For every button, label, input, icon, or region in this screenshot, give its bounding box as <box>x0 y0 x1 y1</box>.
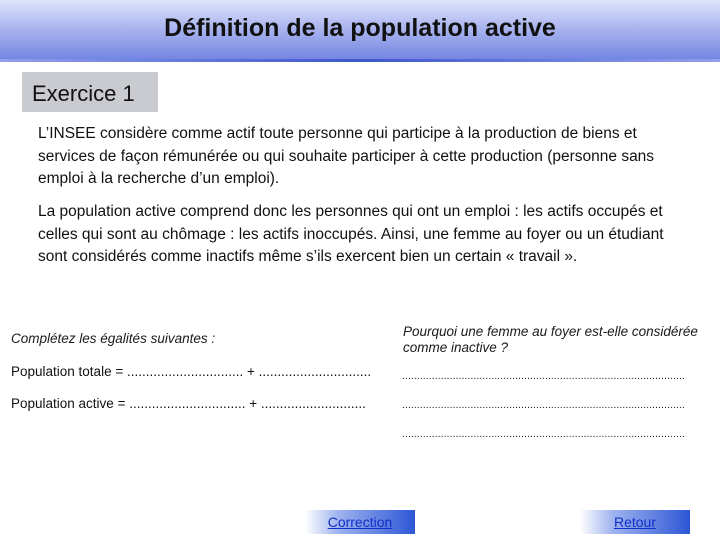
header-banner <box>0 0 720 62</box>
answer-line[interactable]: ............................................................................................... <box>402 371 685 382</box>
paragraph-definition: L’INSEE considère comme actif toute personne qui participe à la production de biens et services de façon rémunérée ou qui souhaite participer à cette production (personne sans emploi à la recherche d’un emploi). <box>38 125 655 187</box>
left-question: Complétez les égalités suivantes : <box>11 331 216 346</box>
equation-population-active[interactable]: Population active = ............................... + ............................ <box>11 396 366 411</box>
exercise-label: Exercice 1 <box>32 81 135 106</box>
retour-button[interactable] <box>580 510 690 534</box>
right-question: Pourquoi une femme au foyer est-elle considérée comme inactive ? <box>403 324 698 355</box>
answer-line[interactable]: ............................................................................................... <box>402 400 685 411</box>
retour-link[interactable]: Retour <box>613 514 657 530</box>
correction-link[interactable]: Correction <box>327 514 393 530</box>
answer-line[interactable]: ............................................................................................... <box>402 429 685 440</box>
paragraph-population-active: La population active comprend donc les personnes qui ont un emploi : les actifs occupés et celles qui sont au chômage : les actifs inoccupés. Ainsi, une femme au foyer ou un étudiant sont considérés comme inactifs même s’ils exercent bien un certain « travail ». <box>38 203 664 265</box>
exercise-label-box <box>22 72 158 112</box>
page-title: Définition de la population active <box>164 14 556 42</box>
correction-button[interactable] <box>305 510 415 534</box>
equation-population-totale[interactable]: Population totale = ............................... + .............................. <box>11 364 372 379</box>
